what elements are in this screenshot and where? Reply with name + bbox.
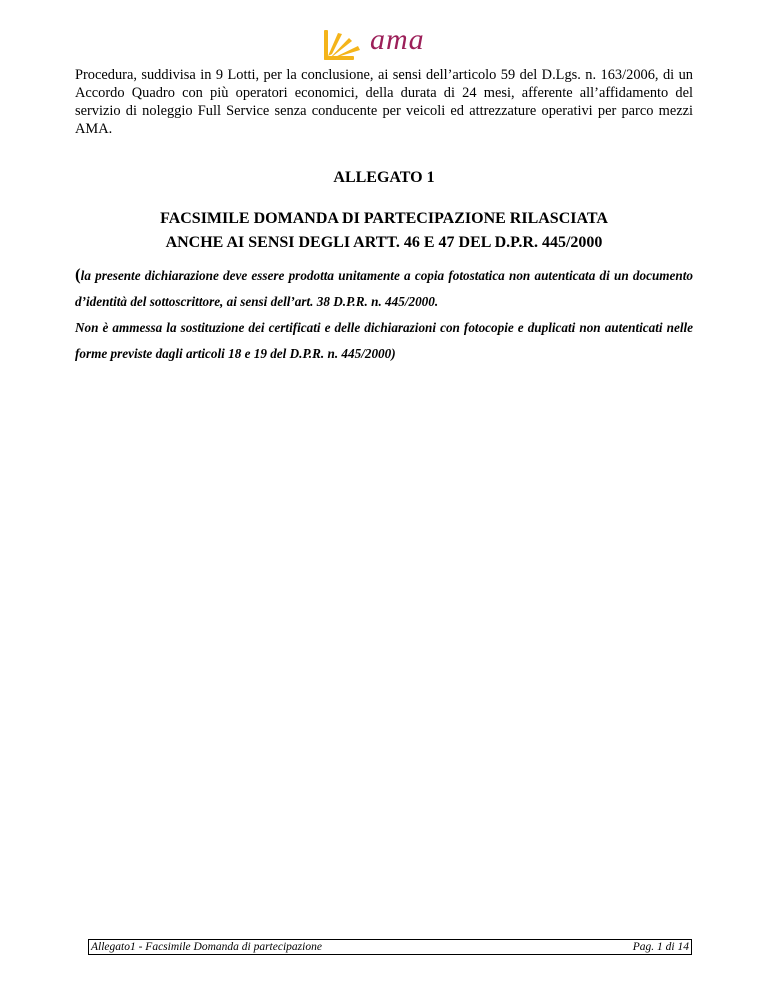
ama-logo xyxy=(322,23,432,64)
allegato-title: ALLEGATO 1 xyxy=(333,169,435,186)
note-text: la presente dichiarazione deve essere prodotta unitamente a copia fotostatica non autenticata di un documento d’identità del sottoscrittore, ai sensi dell’art. 38 D.P.R. n. 445/2000. xyxy=(75,268,693,309)
heading-line-2: ANCHE AI SENSI DEGLI ARTT. 46 E 47 DEL D.P.R. 445/2000 xyxy=(165,234,603,251)
ama-sun-rays-icon xyxy=(322,28,366,62)
intro-paragraph: Procedura, suddivisa in 9 Lotti, per la conclusione, ai sensi dell’articolo 59 del D.Lgs. n. 163/2006, di un Accordo Quadro con più operatori economici, della durata di 24 mesi, afferente all’affidamento del servizio di noleggio Full Service senza conducente per veicoli ed attrezzature operativi per parco mezzi AMA. xyxy=(75,67,693,137)
note-paragraph xyxy=(75,262,693,367)
note-text-2: Non è ammessa la sostituzione dei certificati e delle dichiarazioni con fotocopie e duplicati non autenticati nelle forme previste dagli articoli 18 e 19 del D.P.R. n. 445/2000) xyxy=(75,320,693,361)
heading-line-1: FACSIMILE DOMANDA DI PARTECIPAZIONE RILASCIATA xyxy=(160,210,608,227)
footer-document-title: Allegato1 - Facsimile Domanda di partecipazione xyxy=(91,941,322,953)
page-footer xyxy=(88,939,692,955)
ama-logo-text: ama xyxy=(370,23,425,56)
note-open-paren: ( xyxy=(75,265,81,284)
footer-page-number: Pag. 1 di 14 xyxy=(632,941,689,953)
